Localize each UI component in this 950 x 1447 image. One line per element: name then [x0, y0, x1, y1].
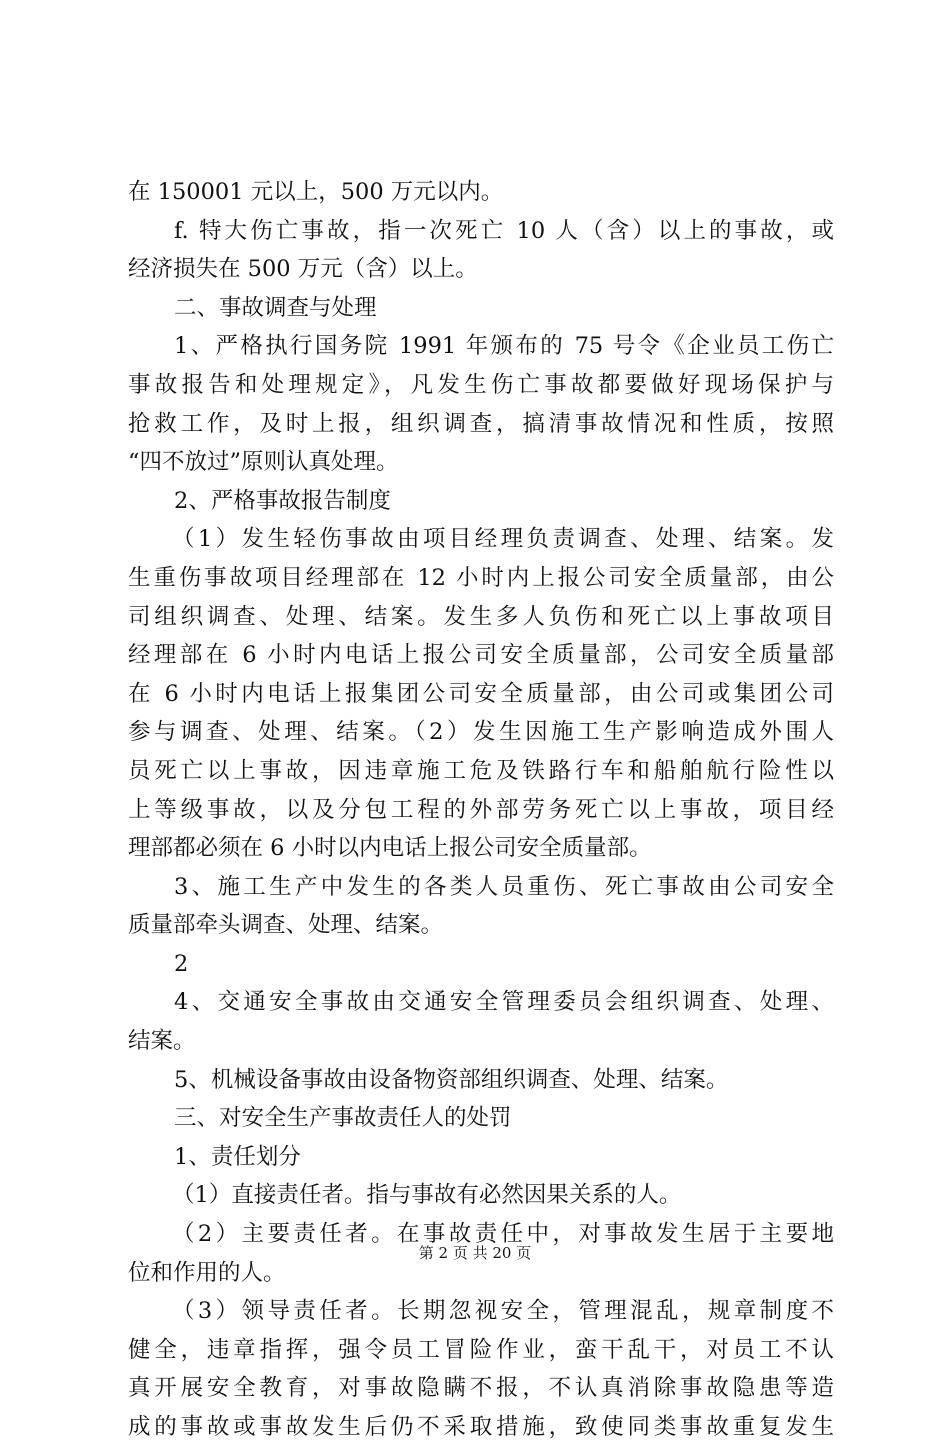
text-line: 4、交通安全事故由交通安全管理委员会组织调查、处理、 — [174, 989, 834, 1016]
text-line: 生重伤事故项目经理部在 12 小时内上报公司安全质量部，由公 — [128, 564, 834, 591]
text-line: 在 150001 元以上，500 万元以内。 — [128, 179, 504, 205]
text-line: 结案。 — [128, 1028, 196, 1055]
text-line: f. 特大伤亡事故，指一次死亡 10 人（含）以上的事故，或 — [174, 217, 834, 244]
text-line: 质量部牵头调查、处理、结案。 — [128, 912, 444, 939]
text-line: 健全，违章指挥，强令员工冒险作业，蛮干乱干，对员工不认 — [128, 1336, 834, 1363]
text-line: 理部都必须在 6 小时以内电话上报公司安全质量部。 — [128, 835, 652, 862]
text-line: （2）主要责任者。在事故责任中，对事故发生居于主要地 — [172, 1221, 834, 1248]
text-line: 3、施工生产中发生的各类人员重伤、死亡事故由公司安全 — [174, 873, 834, 900]
text-line: 抢救工作，及时上报，组织调查，搞清事故情况和性质，按照 — [128, 410, 834, 437]
page-footer: 第 2 页 共 20 页 — [418, 1244, 532, 1262]
text-line: 成的事故或事故发生后仍不采取措施，致使同类事故重复发生 — [128, 1414, 834, 1440]
inline-page-number: 2 — [174, 950, 189, 977]
text-line: 真开展安全教育，对事故隐瞒不报，不认真消除事故隐患等造 — [128, 1375, 834, 1402]
subsection-heading: 2、严格事故报告制度 — [174, 487, 391, 514]
text-line: 经济损失在 500 万元（含）以上。 — [128, 256, 478, 283]
text-line: （3）领导责任者。长期忽视安全，管理混乱，规章制度不 — [172, 1298, 834, 1325]
text-line: 员死亡以上事故，因违章施工危及铁路行车和船舶航行险性以 — [128, 757, 834, 784]
text-line: 事故报告和处理规定》，凡发生伤亡事故都要做好现场保护与 — [128, 371, 834, 398]
text-line: 在 6 小时内电话上报集团公司安全质量部，由公司或集团公司 — [128, 680, 834, 707]
text-line: 经理部在 6 小时内电话上报公司安全质量部，公司安全质量部 — [128, 642, 834, 669]
text-line: “四不放过”原则认真处理。 — [128, 449, 399, 476]
text-line: 位和作用的人。 — [128, 1259, 286, 1286]
text-line: 司组织调查、处理、结案。发生多人负伤和死亡以上事故项目 — [128, 603, 834, 630]
text-line: （1）直接责任者。指与事故有必然因果关系的人。 — [172, 1182, 682, 1209]
text-line: （1）发生轻伤事故由项目经理负责调查、处理、结案。发 — [172, 526, 834, 553]
text-line: 1、严格执行国务院 1991 年颁布的 75 号令《企业员工伤亡 — [174, 333, 834, 360]
section-heading: 三、对安全生产事故责任人的处罚 — [174, 1105, 512, 1132]
text-line: 5、机械设备事故由设备物资部组织调查、处理、结案。 — [174, 1066, 729, 1093]
section-heading: 二、事故调查与处理 — [174, 294, 377, 321]
subsection-heading: 1、责任划分 — [174, 1143, 301, 1170]
text-line: 上等级事故，以及分包工程的外部劳务死亡以上事故，项目经 — [128, 796, 834, 823]
text-line: 参与调查、处理、结案。（2）发生因施工生产影响造成外围人 — [128, 719, 834, 746]
